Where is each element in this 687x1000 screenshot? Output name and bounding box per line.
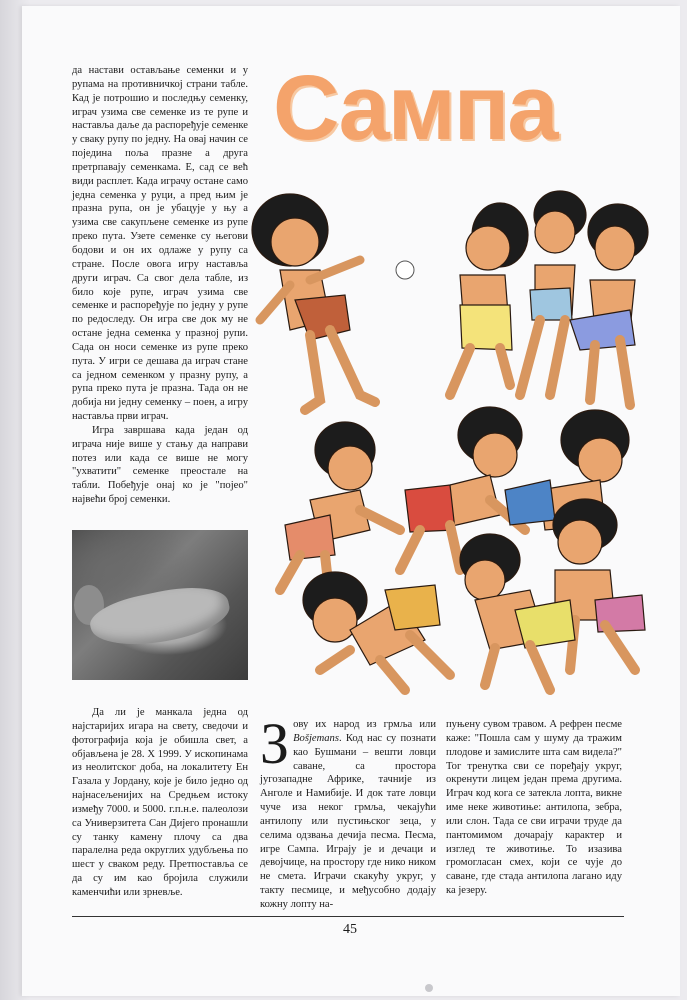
children-playing-illustration [250, 170, 660, 710]
stone-tablet-photo [72, 530, 248, 680]
page-title: Сампа [273, 57, 557, 159]
ball [396, 261, 414, 279]
paragraph: пуњену сувом травом. А рефрен песме каже: "Пошла сам у шуму да тражим плодове и замислите шта сам видела?" Тог тренутка сви се поређају укруг, окренути лицем један према другима. Играч код кога се затекла лопта, викне име неке животиње: антилопа, зебра, или слон. Тада се сви играчи труде да пантомимом дочарају карактер и изглед те животиње. То изазива громогласан смех, који се чује до саване, где стада антилопа лагано иду ка језеру. [446, 719, 622, 897]
paragraph: да настави остављање семенки и у рупама на противничкој страни табле. Кад је потрошио и последњу семенку, играч узима све семенке из те рупе и наставља даље да распоређује семенке у сваку рупу по једну. На овај начин се поједина поља празне а друга претрпавају семенкама. Е, сад се већ види расплет. Када играчу остане само једна семенка у руци, а пред њим је празна рупа, он је убацује у њу а узима све сакупљене семенке из рупе преко пута. Узете семенке су његови бодови и он их одлаже у рупу са стране. После овога игру наставља други играч. Са свог дела табле, из било које рупе, играч узима све семенке и распоређује по једну у рупе по редоследу. Он игра све док му не остане једна семенка у празној рупи. Сада он носи семенке из рупе преко пута. У игри се дешава да играч стане са једном семенком у празну рупу, а рупа преко пута је празна. Тада он не добија ни једну семенку – поен, а игру наставља први играч. [72, 65, 248, 423]
footer-rule [72, 916, 624, 917]
page-number: 45 [343, 922, 357, 937]
article-column-left [72, 64, 248, 507]
child-figure [252, 194, 375, 410]
drop-cap: З [260, 711, 290, 776]
child-figure [303, 572, 450, 690]
article-column-bottom-middle [260, 711, 436, 912]
paragraph: Да ли је манкала једна од најстаријих игара на свету, сведочи и фотографија која је обишла свет, а објављена је 28. X 1999. У ископинама из неолитског доба, на локалитету Ен Газала у Јордану, које је било једно од најнасељенијих на Средњем истоку између 7000. и 5000. г.п.н.е. палеолози са Универзитета Сан Дијего пронашли су танку камену плочу са два паралелна реда округлих удубљења по шест у сваком реду. Претпоставља се да су им као бројила служили каменчићи или зрневље. [72, 707, 248, 898]
italic-term: Bošjemans [293, 732, 339, 744]
child-figure [450, 203, 528, 395]
punch-hole-mark [425, 984, 433, 992]
child-figure [520, 191, 586, 395]
photo-stone-shape [86, 578, 233, 656]
child-figure [460, 534, 575, 690]
article-column-bottom-right [446, 718, 622, 898]
child-figure [570, 204, 648, 405]
paragraph: Зову их народ из грмља или Bošjemans. Код нас су познати као Бушмани – вешти ловци саване, са простора југозападне Африке, тачније из Анголе и Намибије. И док тате ловци чуче иза неког грмља, чекајући антилопу или пустињског зеца, у селима одзвања дечија песма. Песма, игре Сампа. Играју је и дечаци и девојчице, на простору где нико ником не смета. Играчи скакућу укруг, у такту песмице, и међусобно додају кожну лопту на- [260, 711, 436, 910]
article-column-bottom-left [72, 706, 248, 900]
child-figure [553, 499, 645, 670]
paragraph: Игра завршава када један од играча није више у стању да направи потез или када се више не могу "ухватити" семенке преостале на табли. Побеђује онај ко је "појео" највећи број семенки. [72, 424, 248, 506]
